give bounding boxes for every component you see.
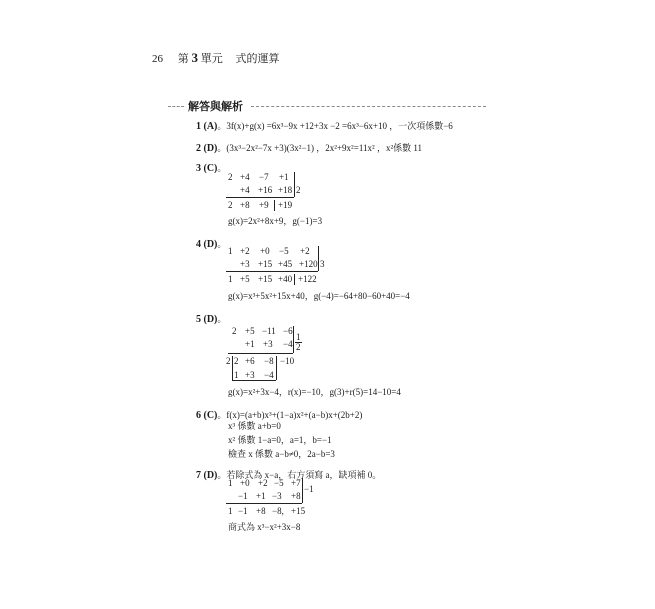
math-term: −5 bbox=[279, 246, 289, 256]
math-term: +1 bbox=[245, 339, 255, 349]
math-term: 2 bbox=[234, 356, 239, 366]
math-term: 。 bbox=[217, 239, 227, 249]
math-term: 3 bbox=[320, 259, 325, 269]
math-term: −8 bbox=[264, 356, 274, 366]
division-rule bbox=[226, 503, 302, 504]
page-header bbox=[152, 50, 280, 66]
math-term: +8 bbox=[256, 506, 266, 516]
answer-text: 。(3x³−2x²−7x +3)(3x²−1) ，2x²+9x²=11x² ，x²係數 11 bbox=[217, 143, 423, 153]
math-term: +45 bbox=[278, 259, 293, 269]
math-term: 2 bbox=[296, 185, 301, 195]
math-term: −1 bbox=[238, 491, 248, 501]
math-term: −1 bbox=[304, 484, 314, 494]
math-term: 2 bbox=[296, 342, 301, 352]
math-term: −3 bbox=[272, 491, 282, 501]
section-rule-left bbox=[168, 106, 184, 107]
math-term: 。 bbox=[217, 314, 227, 324]
chapter-title: 式的運算 bbox=[235, 53, 280, 65]
answer-5-label bbox=[196, 309, 226, 327]
math-term: +19 bbox=[278, 200, 293, 210]
answer-label: 7 (D) bbox=[196, 470, 218, 481]
math-term: +122 bbox=[298, 274, 317, 284]
math-term: +15 bbox=[258, 274, 273, 284]
math-term: +3 bbox=[240, 259, 250, 269]
math-term: +15 bbox=[258, 259, 273, 269]
division-rule bbox=[294, 172, 295, 197]
math-term: −5 bbox=[274, 478, 284, 488]
math-term: +6 bbox=[245, 356, 255, 366]
answer-2 bbox=[196, 138, 422, 156]
math-term: 1 bbox=[234, 370, 239, 380]
page-number: 26 bbox=[152, 53, 163, 65]
math-term: +0 bbox=[240, 478, 250, 488]
division-rule bbox=[232, 356, 233, 380]
math-term: 1 bbox=[228, 478, 233, 488]
math-term: +4 bbox=[240, 172, 250, 182]
chapter-label bbox=[177, 50, 223, 65]
math-term: −7 bbox=[259, 172, 269, 182]
division-rule bbox=[226, 271, 318, 272]
answer-label: 6 (C) bbox=[196, 410, 218, 421]
math-term: 1 bbox=[228, 246, 233, 256]
math-term: −6 bbox=[283, 326, 293, 336]
math-term: 3 (C) bbox=[196, 163, 218, 174]
math-term: 2 bbox=[228, 172, 233, 182]
division-rule bbox=[302, 478, 303, 503]
math-term: −4 bbox=[264, 370, 274, 380]
math-term: +15 bbox=[291, 506, 306, 516]
math-term: 。f(x)=(a+b)x³+(1−a)x²+(a−b)x+(2b+2) bbox=[217, 410, 363, 420]
math-term: +7 bbox=[291, 478, 301, 488]
math-term: +16 bbox=[258, 185, 273, 195]
math-term: −10 bbox=[280, 356, 295, 366]
math-term: −8, bbox=[272, 506, 284, 516]
math-term: −11 bbox=[262, 326, 276, 336]
math-term: 1 bbox=[296, 332, 301, 342]
math-term: 第 bbox=[177, 53, 189, 65]
answer-text: 。3f(x)+g(x) =6x³−9x +12+3x −2 =6x³−6x+10 ，一次項係數−6 bbox=[217, 121, 453, 131]
math-term: +8 bbox=[291, 491, 301, 501]
math-term: −4 bbox=[283, 339, 293, 349]
division-rule bbox=[318, 246, 319, 271]
math-term: +3 bbox=[245, 370, 255, 380]
section-heading bbox=[168, 98, 486, 114]
division-rule bbox=[228, 353, 293, 354]
math-term: 4 (D) bbox=[196, 239, 218, 250]
answer-5-result: g(x)=x²+3x−4，r(x)=−10，g(3)+r(5)=14−10=4 bbox=[228, 387, 401, 397]
math-term: 2 bbox=[232, 326, 237, 336]
math-term: 。 bbox=[217, 163, 227, 173]
answer-label: 2 (D) bbox=[196, 143, 218, 154]
math-term: 2 bbox=[228, 200, 233, 210]
math-term: +5 bbox=[240, 274, 250, 284]
math-term: 。若除式為 x−a，右方須寫 a，缺項補 0。 bbox=[217, 470, 382, 480]
math-term: +1 bbox=[256, 491, 266, 501]
math-term: +4 bbox=[240, 185, 250, 195]
answer-4-label bbox=[196, 234, 226, 252]
division-rule bbox=[274, 200, 275, 211]
math-term: +40 bbox=[278, 274, 293, 284]
math-term: +3 bbox=[263, 339, 273, 349]
answer-3-label bbox=[196, 158, 226, 176]
division-rule bbox=[293, 326, 294, 353]
math-term: 3 bbox=[191, 50, 198, 65]
math-term: 5 (D) bbox=[196, 314, 218, 325]
answer-7-result: 商式為 x³−x²+3x−8 bbox=[228, 522, 301, 532]
section-title: 解答與解析 bbox=[188, 101, 243, 113]
math-term: 1 bbox=[228, 274, 233, 284]
answer-3-result: g(x)=2x²+8x+9，g(−1)=3 bbox=[228, 216, 323, 226]
math-term: 2 bbox=[226, 356, 231, 366]
math-term: +1 bbox=[279, 172, 289, 182]
division-rule bbox=[294, 274, 295, 285]
math-term: 1 bbox=[228, 506, 233, 516]
math-term: +2 bbox=[300, 246, 310, 256]
answer-7 bbox=[196, 465, 381, 483]
math-term: −1 bbox=[238, 506, 248, 516]
division-rule bbox=[232, 380, 276, 381]
math-term: +2 bbox=[240, 246, 250, 256]
math-term: +8 bbox=[240, 200, 250, 210]
math-term: +9 bbox=[259, 200, 269, 210]
answer-1 bbox=[196, 116, 453, 134]
math-term: +120 bbox=[299, 259, 318, 269]
math-term: +5 bbox=[245, 326, 255, 336]
answer-6-line3: x² 係數 1−a=0，a=1，b=−1 bbox=[228, 435, 332, 445]
section-rule-right bbox=[251, 106, 486, 107]
answer-6-line4: 檢查 x 係數 a−b≠0，2a−b=3 bbox=[228, 449, 335, 459]
math-term: +2 bbox=[258, 478, 268, 488]
answer-6-line2: x³ 係數 a+b=0 bbox=[228, 421, 281, 431]
math-term: +0 bbox=[260, 246, 270, 256]
division-rule bbox=[276, 356, 277, 380]
math-term: +18 bbox=[278, 185, 293, 195]
answer-label: 1 (A) bbox=[196, 121, 218, 132]
math-term: 單元 bbox=[200, 53, 223, 65]
division-rule bbox=[226, 197, 294, 198]
answer-4-result: g(x)=x³+5x²+15x+40，g(−4)=−64+80−60+40=−4 bbox=[228, 291, 410, 301]
